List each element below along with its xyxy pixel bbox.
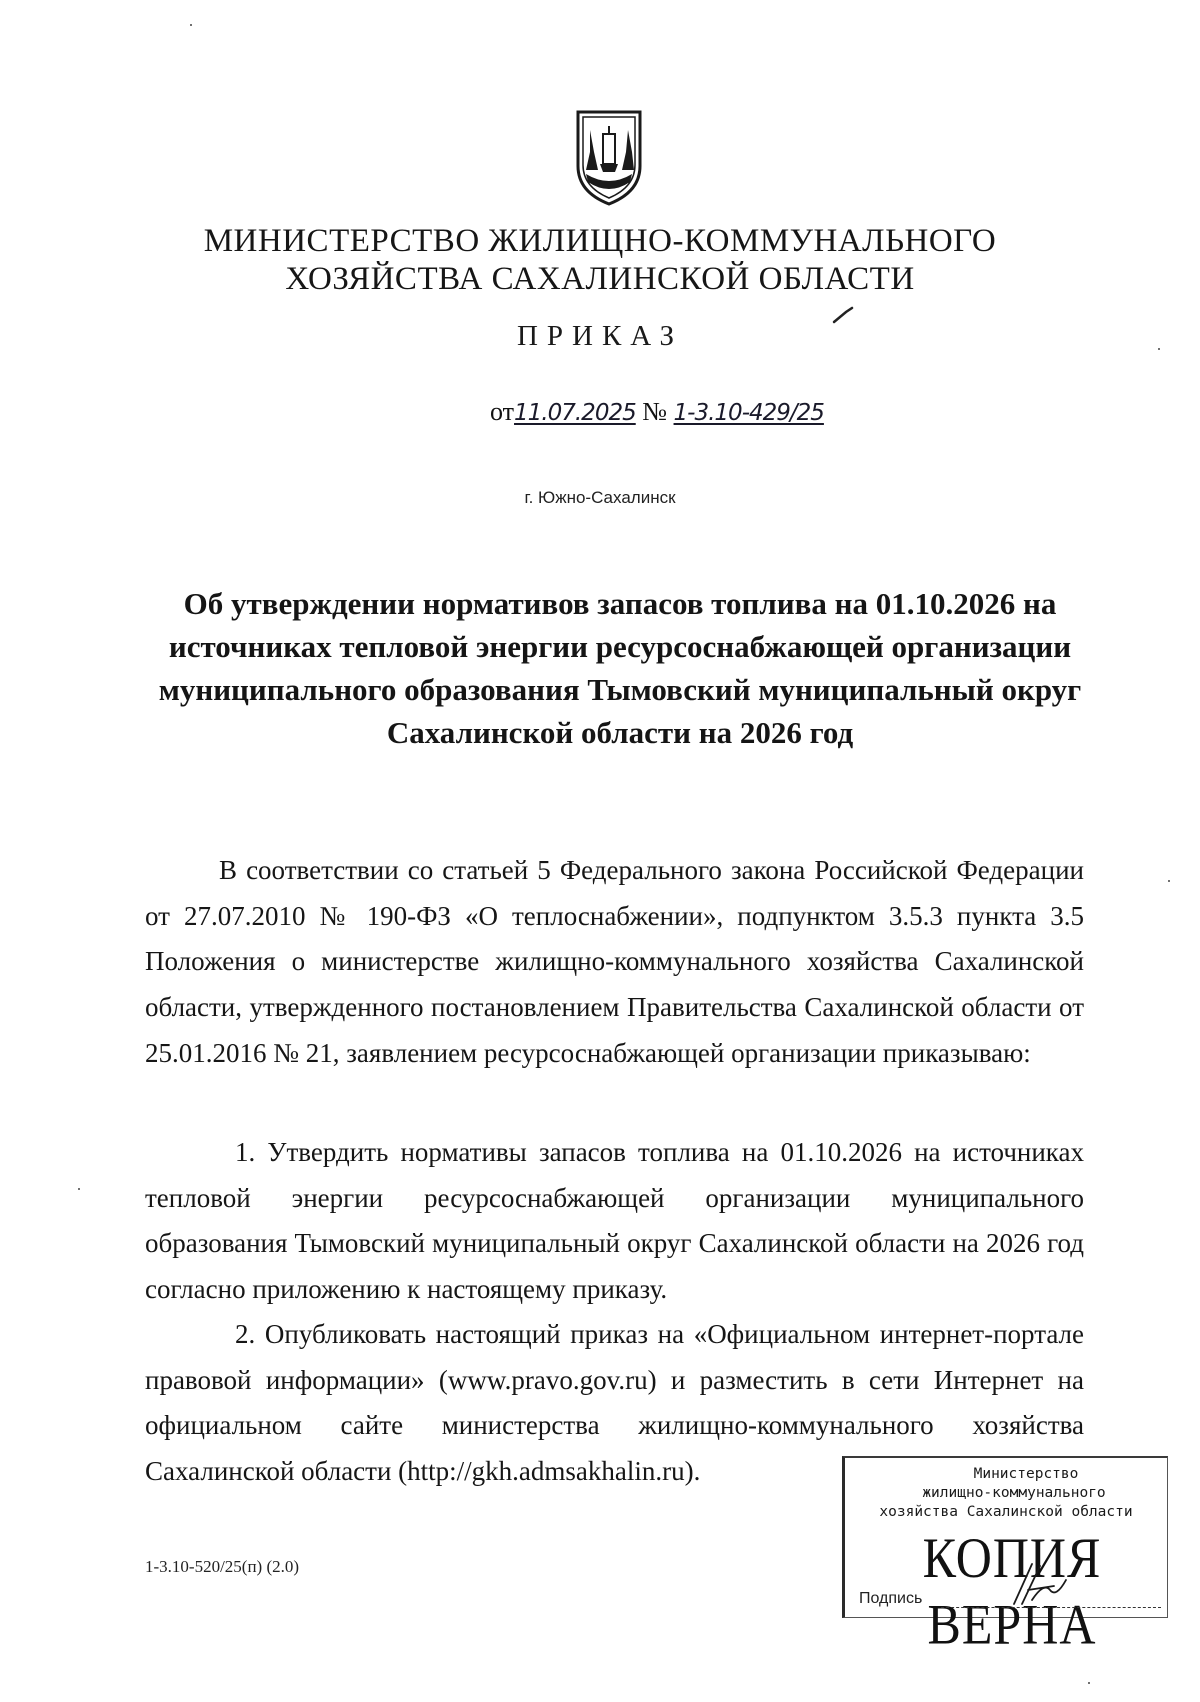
- ministry-name-line-2: ХОЗЯЙСТВА САХАЛИНСКОЙ ОБЛАСТИ: [285, 261, 915, 297]
- order-item-2: 2. Опубликовать настоящий приказ на «Официальном интернет-портале правовой информации» (www.pravo.gov.ru) и разместить в сети Интернет на официальном сайте министерства жилищно-коммунального хозяйства Сахалинской области (http://gkh.admsakhalin.ru).: [145, 1319, 1084, 1487]
- order-item-1: 1. Утвердить нормативы запасов топлива на 01.10.2026 на источниках тепловой энергии ресурсоснабжающей организации муниципального образования Тымовский муниципальный округ Сахалинской области на 2026 год согласно приложению к настоящему приказу.: [145, 1137, 1084, 1305]
- order-number-sign: №: [642, 397, 668, 426]
- scan-speck: [78, 1188, 80, 1190]
- order-date-number: [490, 397, 824, 427]
- preamble-paragraph: В соответствии со статьей 5 Федерального закона Российской Федерации от 27.07.2010 № 190-ФЗ «О теплоснабжении», подпунктом 3.5.3 пункта 3.5 Положения о министерстве жилищно-коммунального хозяйства Сахалинской области, утвержденного постановлением Правительства Сахалинской области от 25.01.2016 № 21, заявлением ресурсоснабжающей организации приказываю:: [145, 855, 1084, 1068]
- coat-of-arms-icon: [570, 108, 648, 208]
- stamp-org-line-3: хозяйства Сахалинской области: [879, 1504, 1133, 1520]
- stamp-main-text: КОПИЯ ВЕРНА: [922, 1525, 1102, 1657]
- pen-mark-icon: [832, 306, 854, 324]
- document-title: Об утверждении нормативов запасов топлива на 01.10.2026 на источниках тепловой энергии ресурсоснабжающей организации муниципального образования Тымовский муниципальный округ Сахалинской области на 2026 год: [158, 586, 1082, 750]
- scan-speck: [1158, 348, 1160, 350]
- scan-speck: [1168, 880, 1170, 882]
- city-name: г. Южно-Сахалинск: [524, 488, 676, 507]
- order-heading: ПРИКАЗ: [516, 320, 684, 352]
- stamp-org-line-1: Министерство: [973, 1466, 1079, 1482]
- document-code: 1-3.10-520/25(п) (2.0): [145, 1557, 300, 1576]
- order-date: 11.07.2025: [514, 400, 636, 426]
- stamp-org-line-2: жилищно-коммунального: [922, 1485, 1106, 1501]
- copy-certified-stamp: [842, 1456, 1168, 1657]
- order-number: 1-3.10-429/25: [673, 400, 824, 426]
- scan-speck: [190, 24, 192, 26]
- scan-speck: [1088, 1682, 1090, 1684]
- ministry-name-line-1: МИНИСТЕРСТВО ЖИЛИЩНО-КОММУНАЛЬНОГО: [203, 223, 997, 259]
- order-date-prefix: от: [490, 397, 515, 426]
- stamp-signature-label: Подпись: [859, 1590, 923, 1607]
- handwritten-signature-icon: [1010, 1560, 1070, 1610]
